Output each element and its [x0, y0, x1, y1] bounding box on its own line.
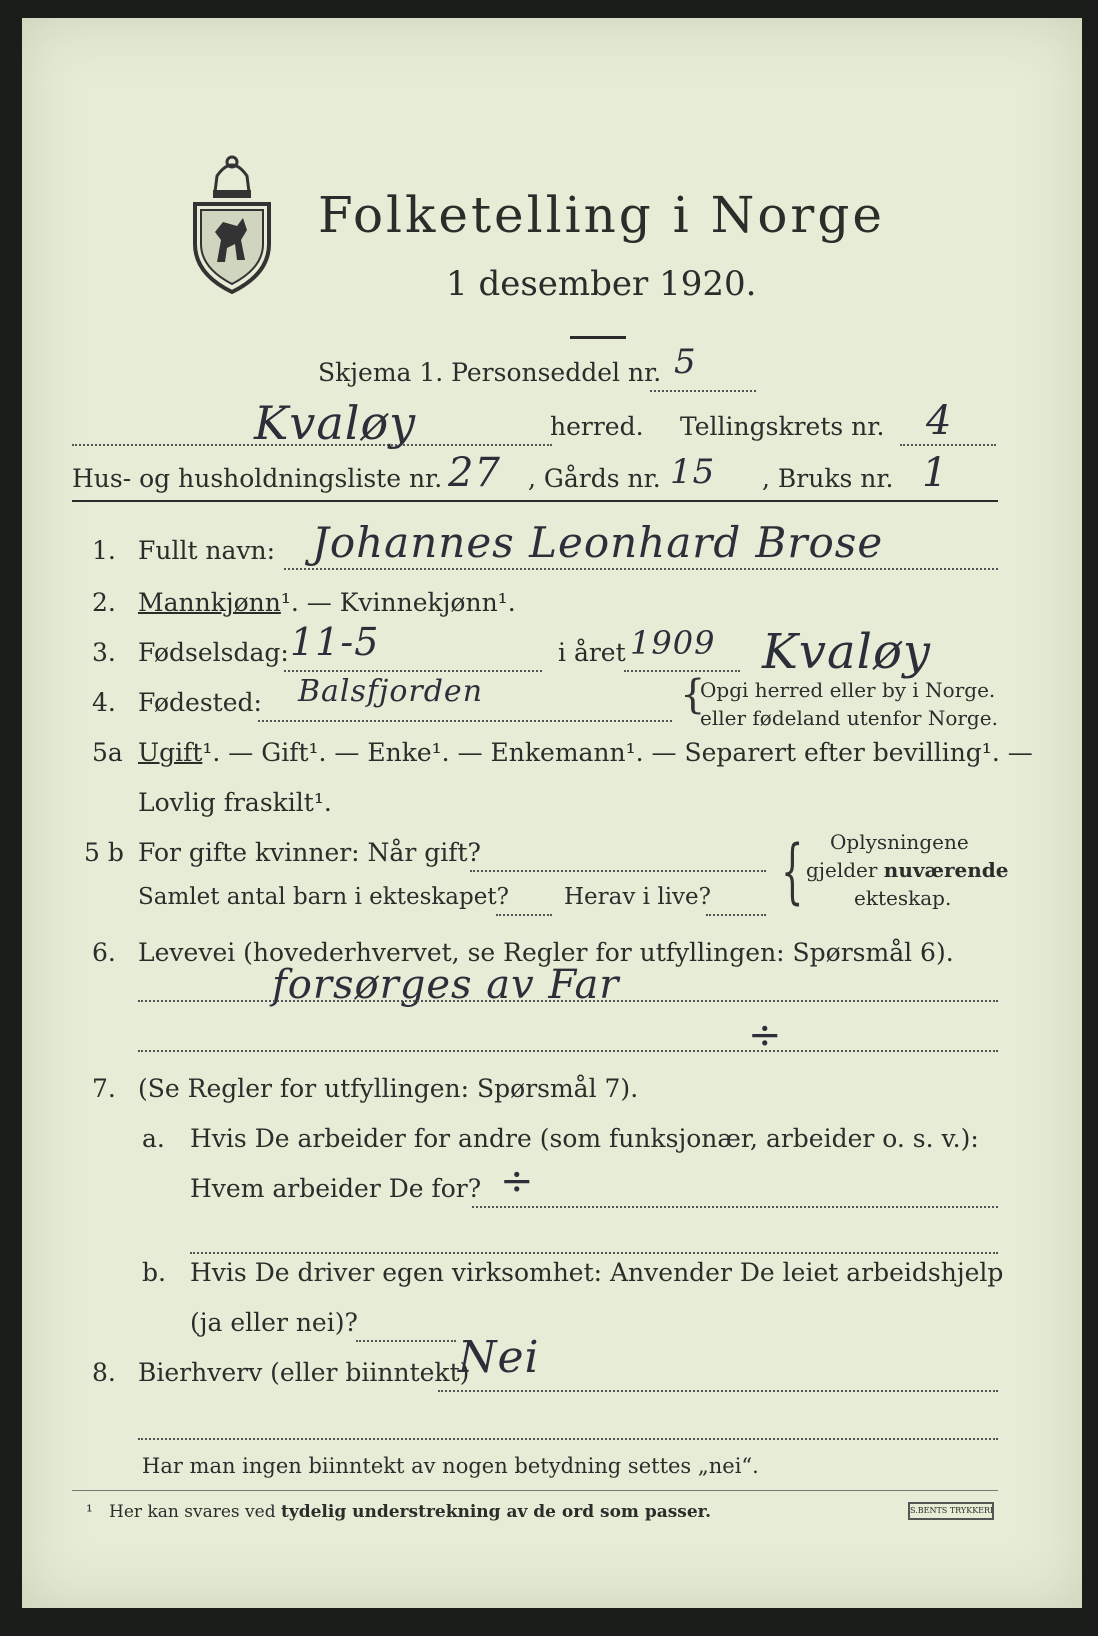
q3-label: Fødselsdag:: [138, 638, 289, 667]
q1-number: 1.: [92, 536, 116, 565]
unmarried-option[interactable]: Ugift: [138, 738, 203, 767]
q5a-line2[interactable]: Lovlig fraskilt¹.: [138, 788, 332, 817]
schema-label: Skjema 1. Personseddel nr.: [318, 358, 662, 387]
footnote-mark: ¹: [86, 1502, 93, 1522]
q7a-dotted-line-1: [472, 1206, 998, 1208]
q6-margin-mark: ÷: [748, 1012, 783, 1058]
q5b-note-line3: ekteskap.: [854, 886, 952, 910]
krets-dotted-line: [900, 444, 996, 446]
q8-number: 8.: [92, 1358, 116, 1387]
q4-dotted-line: [258, 720, 672, 722]
employer-value[interactable]: ÷: [500, 1158, 535, 1204]
schema-number[interactable]: 5: [674, 342, 697, 382]
q7-number: 7.: [92, 1074, 116, 1103]
krets-label: Tellingskrets nr.: [680, 412, 885, 441]
side-income-value[interactable]: Nei: [458, 1332, 540, 1383]
bruks-label: , Bruks nr.: [762, 464, 894, 493]
birth-year-value[interactable]: 1909: [630, 624, 716, 662]
q5b-note-line2: [806, 858, 1009, 882]
gards-value[interactable]: 15: [670, 452, 716, 492]
q5b-dotted-line: [470, 870, 766, 872]
q4-brace: {: [680, 672, 706, 718]
footnote: [86, 1502, 711, 1522]
q2-options: [138, 588, 516, 617]
gards-label: , Gårds nr.: [528, 464, 661, 493]
q5b-label: For gifte kvinner: Når gift?: [138, 838, 481, 867]
q4-note-line1: Opgi herred eller by i Norge.: [700, 678, 996, 702]
alive-dotted-line: [706, 914, 766, 916]
q3-dotted-line: [284, 670, 542, 672]
nei-instruction: Har man ingen biinntekt av nogen betydning settes „nei“.: [142, 1454, 759, 1478]
footnote-emphasis: tydelig understrekning av de ord som passer.: [280, 1502, 711, 1522]
q7b-line1: Hvis De driver egen virksomhet: Anvender De leiet arbeidshjelp: [190, 1258, 1004, 1287]
q8-dotted-line-1: [438, 1390, 998, 1392]
q7a-dotted-line-2: [190, 1252, 998, 1254]
q6-number: 6.: [92, 938, 116, 967]
birthday-value[interactable]: 11-5: [290, 620, 380, 664]
krets-value[interactable]: 4: [926, 398, 953, 444]
alive-label: Herav i live?: [564, 884, 711, 910]
q7b-line2: (ja eller nei)?: [190, 1308, 358, 1337]
q5b-brace: {: [781, 830, 804, 912]
footnote-text: Her kan svares ved: [109, 1502, 276, 1522]
q7b-dotted-line: [356, 1340, 456, 1342]
household-label: Hus- og husholdningsliste nr.: [72, 464, 443, 493]
full-name-value[interactable]: Johannes Leonhard Brose: [312, 518, 884, 567]
q5a-number: 5a: [92, 738, 123, 767]
q2-separator: ¹. —: [280, 588, 340, 617]
occupation-value[interactable]: forsørges av Far: [272, 962, 620, 1008]
female-option[interactable]: Kvinnekjønn¹.: [339, 588, 516, 617]
q5b-note-line1: Oplysningene: [830, 830, 969, 854]
norway-coat-of-arms-icon: [187, 144, 277, 294]
q7-label: (Se Regler for utfyllingen: Spørsmål 7).: [138, 1074, 639, 1103]
household-value[interactable]: 27: [448, 450, 501, 496]
q5b-number: 5 b: [84, 838, 124, 867]
printer-stamp: S.BENTS TRYKKERI: [908, 1502, 994, 1520]
children-label: Samlet antal barn i ekteskapet?: [138, 884, 509, 910]
q8-dotted-line-2: [138, 1438, 998, 1440]
q6-label: Levevei (hovederhvervet, se Regler for utfyllingen: Spørsmål 6).: [138, 938, 954, 967]
form-title: Folketelling i Norge: [318, 186, 885, 244]
title-divider: [570, 336, 626, 339]
q4-number: 4.: [92, 688, 116, 717]
q1-label: Fullt navn:: [138, 536, 276, 565]
q3-number: 3.: [92, 638, 116, 667]
year-label: i året: [558, 638, 626, 667]
form-date: 1 desember 1920.: [446, 264, 757, 304]
herred-label: herred.: [550, 412, 644, 441]
children-dotted-line: [496, 914, 552, 916]
q6-dotted-line-2: [138, 1050, 998, 1052]
q5a-options: [138, 738, 1033, 767]
schema-dotted-line: [650, 390, 756, 392]
q7a-letter: a.: [142, 1124, 165, 1153]
birthplace-margin-note: Kvaløy: [762, 624, 931, 680]
q2-number: 2.: [92, 588, 116, 617]
q7a-line2: Hvem arbeider De for?: [190, 1174, 482, 1203]
header-rule: [72, 500, 998, 502]
q5b-note-current: nuværende: [883, 858, 1009, 882]
male-option[interactable]: Mannkjønn: [138, 588, 281, 617]
herred-value[interactable]: Kvaløy: [254, 396, 417, 450]
census-form: [22, 18, 1082, 1608]
bruks-value[interactable]: 1: [922, 450, 949, 496]
q7a-line1: Hvis De arbeider for andre (som funksjonær, arbeider o. s. v.):: [190, 1124, 979, 1153]
q1-dotted-line: [284, 568, 998, 570]
q7b-letter: b.: [142, 1258, 166, 1287]
q5a-other-options[interactable]: ¹. — Gift¹. — Enke¹. — Enkemann¹. — Separert efter bevilling¹. —: [202, 738, 1033, 767]
birthplace-value[interactable]: Balsfjorden: [298, 674, 484, 709]
q4-note-line2: eller fødeland utenfor Norge.: [700, 706, 998, 730]
q6-dotted-line-1: [138, 1000, 998, 1002]
q5b-note-applies: gjelder: [806, 858, 884, 882]
q8-label: Bierhverv (eller biinntekt): [138, 1358, 470, 1387]
q4-label: Fødested:: [138, 688, 262, 717]
footnote-rule: [72, 1490, 998, 1491]
